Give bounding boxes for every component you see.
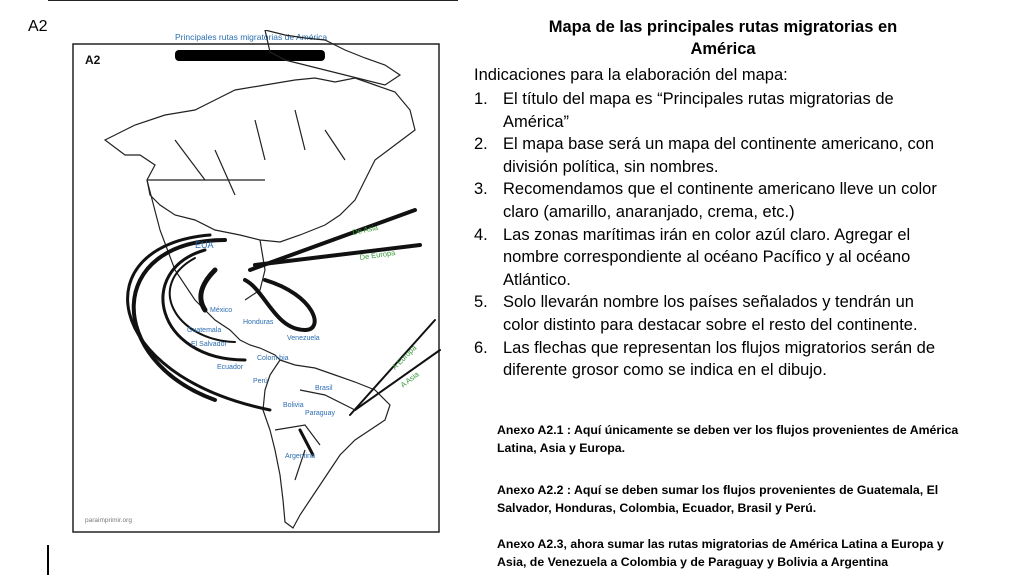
- annex-a2-1: Anexo A2.1 : Aquí únicamente se deben ver los flujos provenientes de América Latina, Asia y Europa.: [497, 423, 959, 455]
- label-brasil: Brasil: [315, 385, 333, 392]
- label-a-asia: A Asia: [398, 369, 421, 390]
- title-line-2: América: [690, 40, 756, 58]
- label-bolivia: Bolivia: [283, 402, 304, 409]
- label-argentina: Argentina: [285, 453, 315, 460]
- label-colombia: Colom bia: [257, 355, 289, 362]
- left-rule: [47, 545, 49, 575]
- top-rule: [48, 0, 458, 1]
- annex-a2-3: Anexo A2.3, ahora sumar las rutas migratorias de América Latina a Europa y Asia, de Venezuela a Colombia y de Paraguay y Bolivia a Argentina: [497, 537, 944, 569]
- map-watermark: paraimprimir.org: [85, 517, 132, 524]
- label-de-europa: De Europa: [359, 248, 396, 262]
- instruction-item: 2. El mapa base será un mapa del continente americano, con división política, sin nombres.: [474, 135, 935, 176]
- label-peru: Perú: [253, 378, 268, 385]
- redaction-bar: [175, 50, 325, 61]
- map-corner-label: A2: [85, 53, 101, 67]
- label-paraguay: Paraguay: [305, 410, 335, 417]
- map-header: Principales rutas migratorias de América: [175, 32, 328, 42]
- instruction-item: 1. El título del mapa es “Principales rutas migratorias de América”: [474, 90, 894, 131]
- slide-label: A2: [28, 18, 48, 35]
- instruction-item: 4. Las zonas marítimas irán en color azúl claro. Agregar el nombre correspondiente al océano Pacífico y al océano Atlántico.: [474, 225, 911, 289]
- instruction-item: 5. Solo llevarán nombre los países señalados y tendrán un color distinto para destacar sobre el resto del continente.: [474, 293, 918, 334]
- label-a-europa: A Europa: [390, 343, 419, 372]
- label-el-salvador: El Salvador: [191, 341, 227, 348]
- instruction-item: 3. Recomendamos que el continente americano lleve un color claro (amarillo, anaranjado, crema, etc.): [474, 180, 937, 221]
- label-ecuador: Ecuador: [217, 364, 244, 371]
- instruction-item: 6. Las flechas que representan los flujos migratorios serán de diferente grosor como se indica en el dibujo.: [474, 338, 935, 380]
- annex-a2-2: Anexo A2.2 : Aquí se deben sumar los flujos provenientes de Guatemala, El Salvador, Honduras, Colombia, Ecuador, Brasil y Perú.: [497, 483, 939, 515]
- label-venezuela: Venezuela: [287, 335, 320, 342]
- label-de-asia: De Asia: [351, 222, 379, 237]
- map-figure: [65, 30, 447, 535]
- label-guatemala: Guatemala: [187, 327, 222, 334]
- instructions-heading: Indicaciones para la elaboración del mapa:: [474, 66, 788, 84]
- title-line-1: Mapa de las principales rutas migratorias en: [548, 18, 898, 36]
- label-mexico: México: [210, 307, 233, 314]
- slide-title: [520, 16, 926, 60]
- label-eua: EUA: [195, 240, 214, 250]
- instructions-list: [474, 88, 944, 382]
- label-honduras: Honduras: [243, 319, 274, 326]
